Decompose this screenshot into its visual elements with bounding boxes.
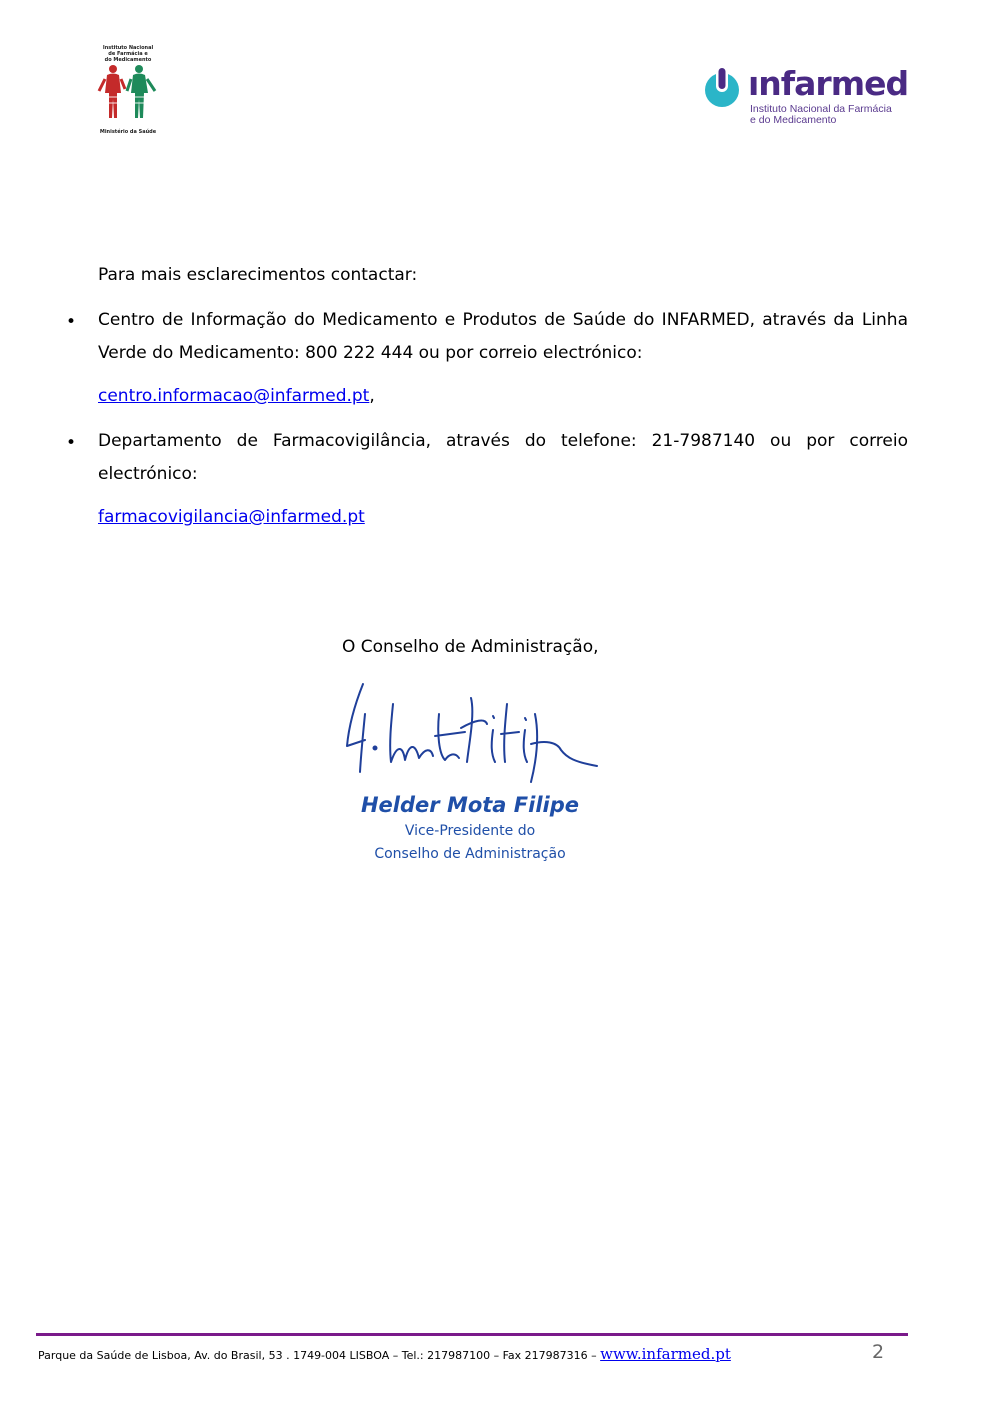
bullet-icon: •	[66, 433, 77, 453]
footer-divider	[36, 1333, 908, 1336]
bullet-item-2: Departamento de Farmacovigilância, através do telefone: 21-7987140 ou por correio electrónico:	[98, 431, 908, 484]
email-line-2	[98, 505, 365, 529]
infarmed-subtitle-line1: Instituto Nacional da Farmácia	[750, 103, 892, 115]
email-link-centro[interactable]: centro.informacao@infarmed.pt	[98, 386, 370, 406]
footer-website-link[interactable]: www.infarmed.pt	[600, 1345, 731, 1363]
bullet-icon: •	[66, 312, 77, 332]
footer-address	[38, 1345, 731, 1365]
logo-left-line1: Instituto Nacional	[102, 45, 154, 51]
closing-salutation: O Conselho de Administração,	[342, 637, 599, 657]
email-link-farmacovigilancia[interactable]: farmacovigilancia@infarmed.pt	[98, 507, 365, 527]
ministerio-logo	[95, 45, 161, 137]
figures-emblem-icon	[95, 63, 161, 125]
signatory-role-line2: Conselho de Administração	[374, 846, 566, 862]
logo-left-line2: de Farmácia e	[108, 51, 148, 57]
intro-text: Para mais esclarecimentos contactar:	[98, 265, 418, 285]
email-line-1	[98, 384, 375, 408]
logo-left-bottom: Ministério da Saúde	[99, 129, 157, 135]
bullet-item-1: Centro de Informação do Medicamento e Produtos de Saúde do INFARMED, através da Linha Verde do Medicamento: 800 222 444 ou por correio electrónico:	[98, 310, 908, 363]
email-suffix: ,	[369, 386, 375, 406]
logo-left-line3: do Medicamento	[104, 57, 152, 63]
infarmed-logo	[700, 64, 909, 128]
infarmed-subtitle-line2: e do Medicamento	[750, 114, 837, 126]
signatory-role-line1: Vice-Presidente do	[404, 823, 536, 839]
footer-address-text: Parque da Saúde de Lisboa, Av. do Brasil, 53 . 1749-004 LISBOA – Tel.: 217987100 – Fax 217987316 –	[38, 1349, 601, 1362]
infarmed-brand: ınfarmed	[748, 64, 909, 103]
signatory-name: Helder Mota Filipe	[360, 793, 580, 817]
infarmed-power-icon	[700, 66, 744, 110]
page-number: 2	[872, 1341, 885, 1363]
handwritten-signature	[335, 674, 605, 784]
